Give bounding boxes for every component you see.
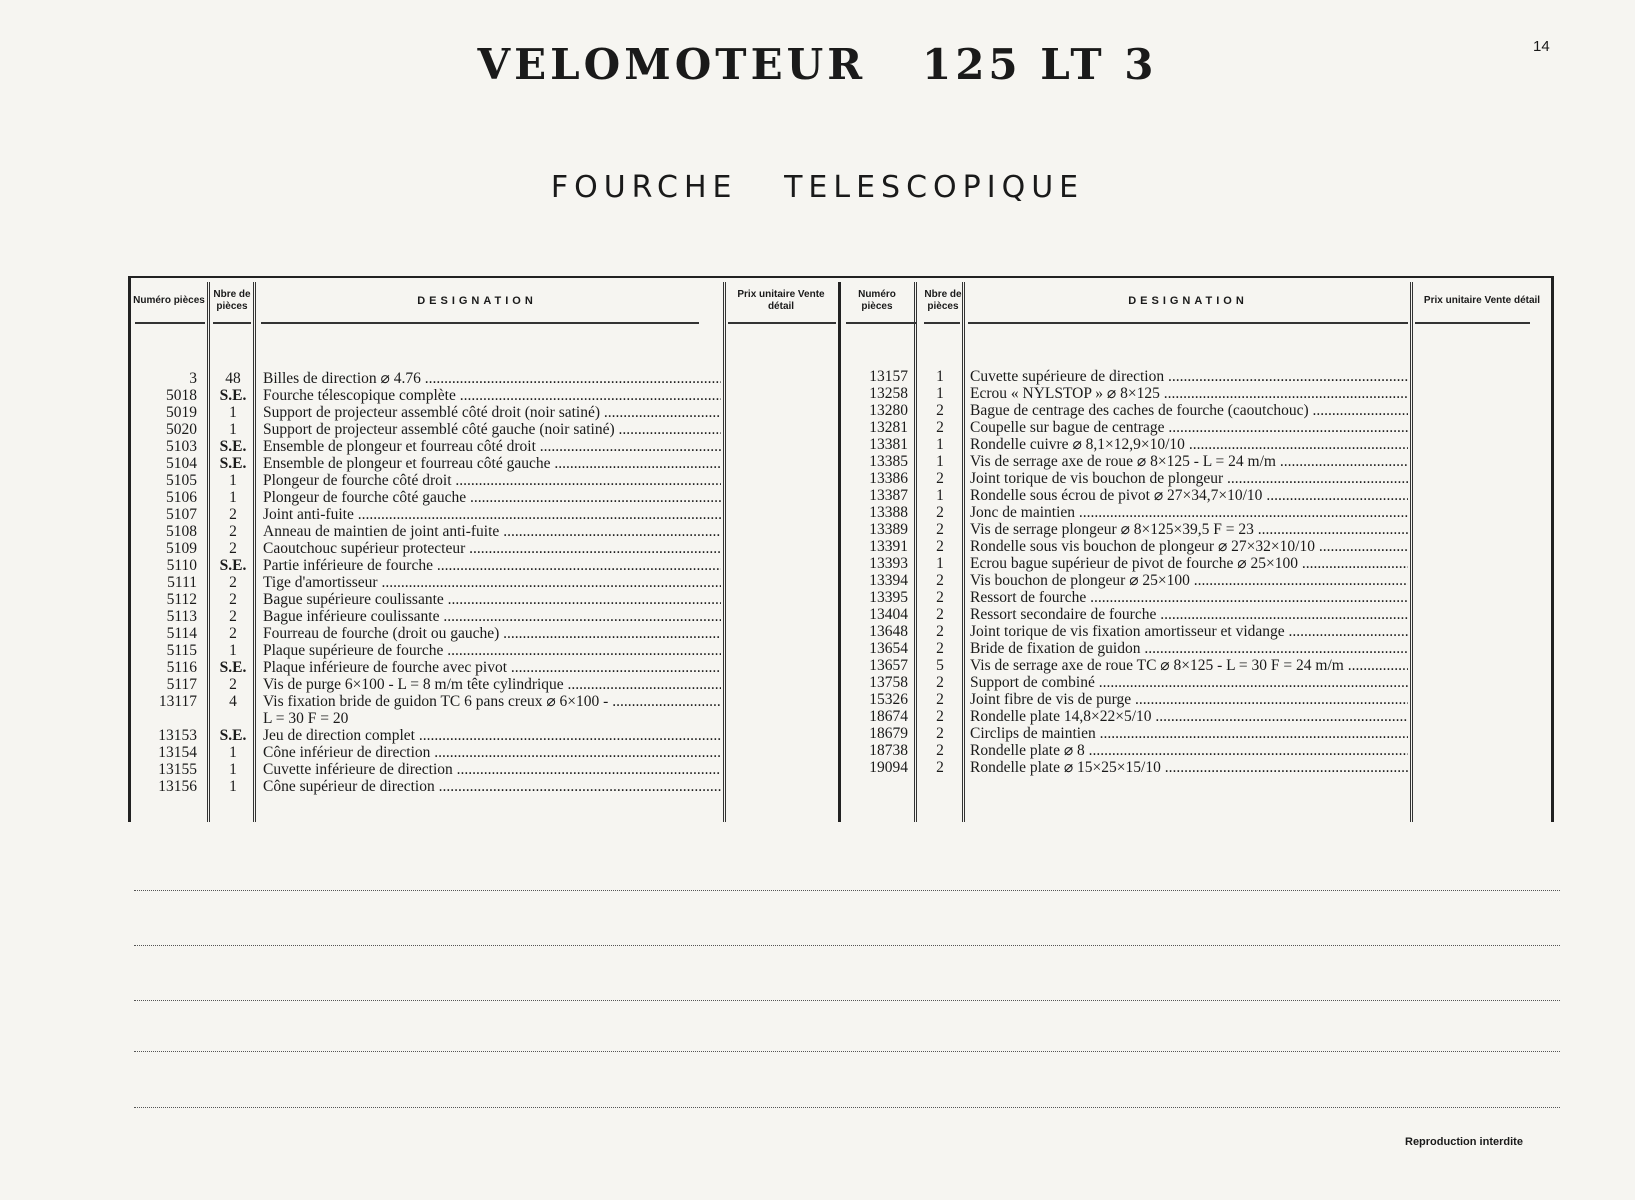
part-designation: Joint anti-fuite .....	[263, 506, 721, 523]
table-row	[842, 436, 1554, 453]
header-rule	[1415, 322, 1530, 324]
part-designation: Cône supérieur de direction .....	[263, 778, 721, 795]
header-prix: Prix unitaire Vente détail	[737, 289, 825, 312]
part-designation: Vis fixation bride de guidon TC 6 pans creux ⌀ 6×100 - .....	[263, 693, 721, 710]
part-designation: Rondelle plate 14,8×22×5/10 .....	[970, 708, 1408, 725]
part-designation: Vis de serrage axe de roue ⌀ 8×125 - L = 24 m/m .....	[970, 453, 1408, 470]
part-quantity: 2	[936, 742, 944, 759]
part-quantity: 1	[229, 404, 237, 421]
part-quantity: 2	[936, 674, 944, 691]
part-quantity: 1	[229, 744, 237, 761]
part-designation: Rondelle cuivre ⌀ 8,1×12,9×10/10 .....	[970, 436, 1408, 453]
part-number: 13388	[869, 504, 908, 521]
part-quantity: 1	[229, 421, 237, 438]
table-row	[842, 623, 1554, 640]
part-number: 13280	[869, 402, 908, 419]
part-designation: Plongeur de fourche côté droit .....	[263, 472, 721, 489]
table-row	[131, 472, 842, 489]
table-row	[842, 691, 1554, 708]
header-rule	[135, 322, 205, 324]
table-row	[842, 606, 1554, 623]
part-designation: Support de projecteur assemblé côté gauche (noir satiné) .....	[263, 421, 721, 438]
part-number: 13395	[869, 589, 908, 606]
part-quantity: 2	[936, 589, 944, 606]
part-quantity: 2	[229, 540, 237, 557]
part-designation: Joint torique de vis bouchon de plongeur .....	[970, 470, 1408, 487]
part-number: 13404	[869, 606, 908, 623]
table-row	[842, 589, 1554, 606]
table-row	[842, 657, 1554, 674]
left-rows	[131, 370, 842, 795]
part-number: 13394	[869, 572, 908, 589]
part-quantity: 2	[229, 608, 237, 625]
part-designation: Billes de direction ⌀ 4.76 .....	[263, 370, 721, 387]
part-designation: Ressort secondaire de fourche .....	[970, 606, 1408, 623]
blank-writing-line	[134, 1000, 1560, 1001]
part-designation: Partie inférieure de fourche .....	[263, 557, 721, 574]
part-quantity: 1	[936, 436, 944, 453]
table-row	[131, 591, 842, 608]
part-designation: Bague supérieure coulissante .....	[263, 591, 721, 608]
part-designation: Bague inférieure coulissante .....	[263, 608, 721, 625]
table-row	[842, 487, 1554, 504]
part-number: 5109	[166, 540, 197, 557]
part-designation: Bague de centrage des caches de fourche (caoutchouc) .....	[970, 402, 1408, 419]
page-number: 14	[1533, 38, 1550, 55]
part-number: 13153	[158, 727, 197, 744]
part-designation: Plaque inférieure de fourche avec pivot .....	[263, 659, 721, 676]
part-quantity: 1	[229, 778, 237, 795]
table-row	[131, 608, 842, 625]
right-rows	[842, 368, 1554, 776]
header-rule	[924, 322, 960, 324]
part-number: 5114	[166, 625, 197, 642]
part-number: 13391	[869, 538, 908, 555]
part-quantity: 2	[936, 725, 944, 742]
part-quantity: 1	[936, 555, 944, 572]
part-number: 5111	[167, 574, 197, 591]
parts-table-right	[842, 278, 1554, 822]
part-designation: Anneau de maintien de joint anti-fuite .....	[263, 523, 721, 540]
table-row	[131, 693, 842, 710]
part-number: 13657	[869, 657, 908, 674]
part-quantity: 2	[229, 676, 237, 693]
part-designation: Ensemble de plongeur et fourreau côté gauche .....	[263, 455, 721, 472]
table-row	[131, 387, 842, 404]
part-designation: Caoutchouc supérieur protecteur .....	[263, 540, 721, 557]
part-quantity: S.E.	[219, 455, 247, 472]
part-number: 5112	[166, 591, 197, 608]
part-quantity: 4	[229, 693, 237, 710]
part-designation: Jeu de direction complet .....	[263, 727, 721, 744]
table-row	[842, 708, 1554, 725]
part-quantity: S.E.	[219, 727, 247, 744]
table-row	[131, 506, 842, 523]
part-quantity: 2	[936, 504, 944, 521]
part-number: 13157	[869, 368, 908, 385]
header-rule	[728, 322, 836, 324]
table-row	[131, 557, 842, 574]
part-number: 5110	[166, 557, 197, 574]
part-number: 5106	[166, 489, 197, 506]
header-designation: DESIGNATION	[1128, 295, 1248, 307]
part-quantity: 1	[229, 642, 237, 659]
part-designation: L = 30 F = 20	[263, 710, 349, 727]
table-row	[131, 455, 842, 472]
table-row	[131, 523, 842, 540]
header-rule	[213, 322, 251, 324]
table-row	[842, 504, 1554, 521]
part-number: 13156	[158, 778, 197, 795]
table-row	[842, 572, 1554, 589]
table-row	[131, 744, 842, 761]
part-designation: Joint torique de vis fixation amortisseur et vidange .....	[970, 623, 1408, 640]
part-quantity: 2	[229, 574, 237, 591]
part-quantity: 2	[936, 691, 944, 708]
part-designation: Rondelle plate ⌀ 8 .....	[970, 742, 1408, 759]
part-designation: Rondelle sous écrou de pivot ⌀ 27×34,7×10/10 .....	[970, 487, 1408, 504]
part-quantity: 2	[936, 640, 944, 657]
parts-table	[128, 276, 1554, 822]
part-designation: Vis de serrage axe de roue TC ⌀ 8×125 - L = 30 F = 24 m/m .....	[970, 657, 1408, 674]
blank-writing-line	[134, 890, 1560, 891]
part-designation: Vis de serrage plongeur ⌀ 8×125×39,5 F = 23 .....	[970, 521, 1408, 538]
part-number: 5020	[166, 421, 197, 438]
document-title: VELOMOTEUR 125 LT 3	[477, 40, 1158, 89]
table-row	[131, 778, 842, 795]
part-number: 13389	[869, 521, 908, 538]
part-designation: Cône inférieur de direction .....	[263, 744, 721, 761]
table-row	[842, 725, 1554, 742]
part-quantity: S.E.	[219, 387, 247, 404]
table-row	[131, 761, 842, 778]
part-designation: Support de projecteur assemblé côté droit (noir satiné) .....	[263, 404, 721, 421]
part-quantity: 1	[229, 761, 237, 778]
part-quantity: 1	[936, 487, 944, 504]
part-designation: Circlips de maintien .....	[970, 725, 1408, 742]
part-number: 13155	[158, 761, 197, 778]
part-number: 5105	[166, 472, 197, 489]
part-designation: Plongeur de fourche côté gauche .....	[263, 489, 721, 506]
part-quantity: 1	[229, 489, 237, 506]
table-row	[842, 538, 1554, 555]
part-designation: Rondelle sous vis bouchon de plongeur ⌀ 27×32×10/10 .....	[970, 538, 1408, 555]
part-number: 5115	[166, 642, 197, 659]
part-quantity: 2	[229, 625, 237, 642]
part-number: 3	[189, 370, 197, 387]
part-designation: Cuvette supérieure de direction .....	[970, 368, 1408, 385]
part-quantity: 2	[936, 402, 944, 419]
part-designation: Ecrou « NYLSTOP » ⌀ 8×125 .....	[970, 385, 1408, 402]
blank-writing-line	[134, 945, 1560, 946]
header-numero: Numéro pièces	[133, 295, 205, 306]
part-designation: Ensemble de plongeur et fourreau côté droit .....	[263, 438, 721, 455]
part-quantity: 1	[936, 453, 944, 470]
part-number: 13387	[869, 487, 908, 504]
part-number: 13654	[869, 640, 908, 657]
header-rule	[846, 322, 916, 324]
part-number: 5108	[166, 523, 197, 540]
part-number: 13154	[158, 744, 197, 761]
part-designation: Plaque supérieure de fourche .....	[263, 642, 721, 659]
table-row	[842, 470, 1554, 487]
part-designation: Ecrou bague supérieur de pivot de fourche ⌀ 25×100 .....	[970, 555, 1408, 572]
table-row	[842, 521, 1554, 538]
part-quantity: 2	[936, 538, 944, 555]
table-row	[131, 574, 842, 591]
table-row	[842, 453, 1554, 470]
part-quantity: 1	[936, 385, 944, 402]
part-number: 13385	[869, 453, 908, 470]
part-designation: Fourche télescopique complète .....	[263, 387, 721, 404]
table-row	[131, 676, 842, 693]
table-row	[842, 419, 1554, 436]
table-row	[131, 727, 842, 744]
part-designation: Bride de fixation de guidon .....	[970, 640, 1408, 657]
part-number: 13281	[869, 419, 908, 436]
part-quantity: 2	[936, 572, 944, 589]
part-quantity: 2	[229, 591, 237, 608]
table-row	[131, 438, 842, 455]
part-number: 18679	[869, 725, 908, 742]
header-nbre: Nbre de pièces	[924, 289, 962, 312]
part-designation: Coupelle sur bague de centrage .....	[970, 419, 1408, 436]
part-number: 5019	[166, 404, 197, 421]
table-row	[842, 385, 1554, 402]
part-quantity: 2	[936, 470, 944, 487]
table-row	[131, 659, 842, 676]
table-row	[842, 640, 1554, 657]
part-number: 5116	[166, 659, 197, 676]
header-rule	[968, 322, 1408, 324]
part-number: 5107	[166, 506, 197, 523]
part-number: 18738	[869, 742, 908, 759]
table-row	[131, 642, 842, 659]
part-number: 13393	[869, 555, 908, 572]
part-number: 15326	[869, 691, 908, 708]
part-quantity: 2	[229, 523, 237, 540]
part-designation: Rondelle plate ⌀ 15×25×15/10 .....	[970, 759, 1408, 776]
part-designation: Fourreau de fourche (droit ou gauche) .....	[263, 625, 721, 642]
part-number: 13758	[869, 674, 908, 691]
table-row	[131, 710, 842, 727]
part-number: 5117	[166, 676, 197, 693]
part-quantity: 2	[936, 623, 944, 640]
table-row	[842, 368, 1554, 385]
part-quantity: 2	[936, 606, 944, 623]
part-quantity: 1	[936, 368, 944, 385]
table-row	[131, 404, 842, 421]
header-designation: DESIGNATION	[417, 295, 537, 307]
table-row	[131, 489, 842, 506]
part-number: 5113	[166, 608, 197, 625]
part-number: 5103	[166, 438, 197, 455]
part-number: 13258	[869, 385, 908, 402]
part-quantity: S.E.	[219, 659, 247, 676]
header-rule	[261, 322, 699, 324]
part-quantity: 5	[936, 657, 944, 674]
table-row	[842, 742, 1554, 759]
header-numero: Numéro pièces	[858, 289, 896, 312]
table-row	[131, 625, 842, 642]
table-row	[131, 540, 842, 557]
blank-writing-line	[134, 1051, 1560, 1052]
part-quantity: 2	[936, 521, 944, 538]
part-designation: Vis de purge 6×100 - L = 8 m/m tête cylindrique .....	[263, 676, 721, 693]
blank-writing-line	[134, 1107, 1560, 1108]
part-quantity: 2	[936, 708, 944, 725]
part-designation: Joint fibre de vis de purge .....	[970, 691, 1408, 708]
part-designation: Tige d'amortisseur .....	[263, 574, 721, 591]
part-designation: Vis bouchon de plongeur ⌀ 25×100 .....	[970, 572, 1408, 589]
table-row	[842, 759, 1554, 776]
part-number: 19094	[869, 759, 908, 776]
part-number: 13381	[869, 436, 908, 453]
table-row	[131, 370, 842, 387]
part-number: 5104	[166, 455, 197, 472]
header-nbre: Nbre de pièces	[213, 289, 251, 312]
part-quantity: 2	[936, 419, 944, 436]
table-row	[131, 421, 842, 438]
part-quantity: 2	[936, 759, 944, 776]
part-number: 13117	[158, 693, 197, 710]
table-row	[842, 674, 1554, 691]
header-prix: Prix unitaire Vente détail	[1423, 295, 1541, 306]
part-quantity: S.E.	[219, 557, 247, 574]
parts-table-left	[131, 278, 842, 822]
part-designation: Support de combiné .....	[970, 674, 1408, 691]
part-number: 13648	[869, 623, 908, 640]
table-row	[842, 402, 1554, 419]
table-row	[842, 555, 1554, 572]
part-quantity: 48	[225, 370, 241, 387]
part-quantity: S.E.	[219, 438, 247, 455]
part-number: 5018	[166, 387, 197, 404]
footer-note: Reproduction interdite	[1405, 1136, 1523, 1148]
part-designation: Jonc de maintien .....	[970, 504, 1408, 521]
part-designation: Ressort de fourche .....	[970, 589, 1408, 606]
part-quantity: 1	[229, 472, 237, 489]
section-title: FOURCHE TELESCOPIQUE	[550, 170, 1085, 205]
part-number: 13386	[869, 470, 908, 487]
part-number: 18674	[869, 708, 908, 725]
part-designation: Cuvette inférieure de direction .....	[263, 761, 721, 778]
part-quantity: 2	[229, 506, 237, 523]
